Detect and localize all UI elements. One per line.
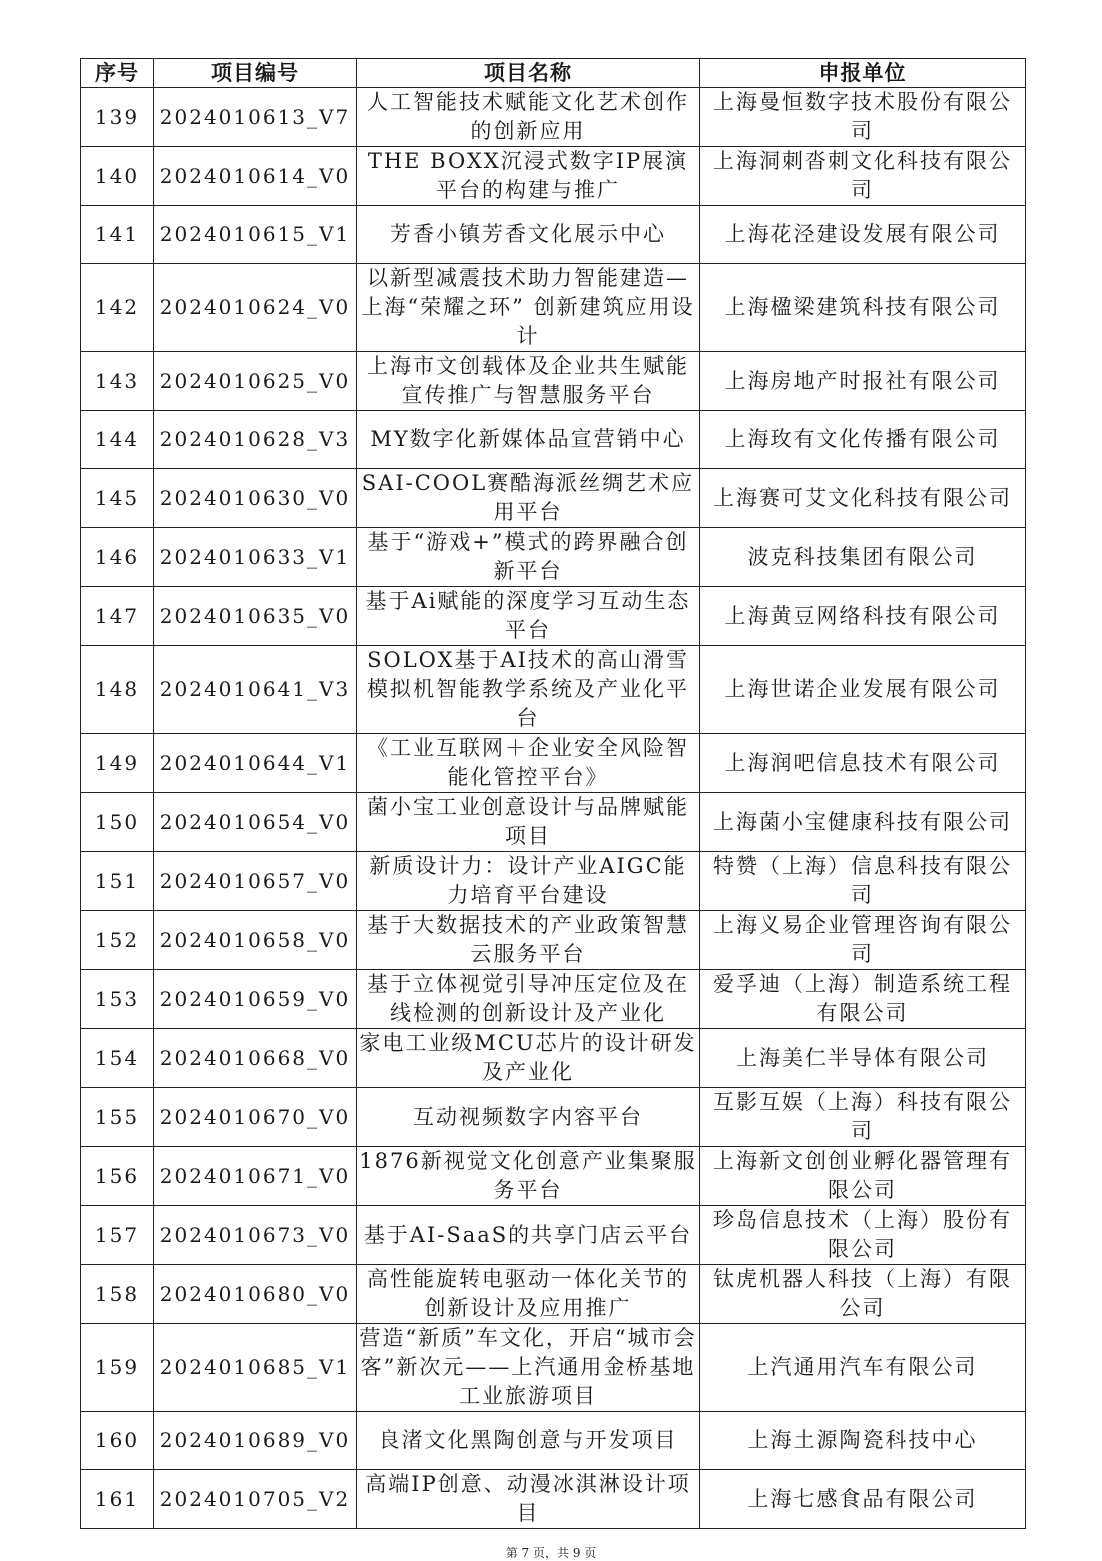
cell-project-code: 2024010680_V0 [154, 1265, 357, 1324]
table-body [81, 88, 1026, 1529]
table-row [81, 793, 1026, 852]
table-row [81, 1265, 1026, 1324]
cell-project-code: 2024010613_V7 [154, 88, 357, 147]
table-row [81, 528, 1026, 587]
table-row [81, 1088, 1026, 1147]
table-row [81, 264, 1026, 352]
table-row [81, 469, 1026, 528]
cell-seq: 151 [81, 852, 154, 911]
cell-seq: 139 [81, 88, 154, 147]
cell-project-code: 2024010625_V0 [154, 352, 357, 411]
cell-seq: 148 [81, 646, 154, 734]
cell-project-code: 2024010633_V1 [154, 528, 357, 587]
cell-project-name: 基于“游戏+”模式的跨界融合创新平台 [357, 528, 700, 587]
cell-project-code: 2024010657_V0 [154, 852, 357, 911]
header-seq: 序号 [81, 59, 154, 88]
cell-project-name: 芳香小镇芳香文化展示中心 [357, 206, 700, 264]
table-header-row [81, 59, 1026, 88]
table-row [81, 646, 1026, 734]
cell-project-code: 2024010705_V2 [154, 1470, 357, 1529]
cell-applicant: 上海七感食品有限公司 [700, 1470, 1026, 1529]
cell-project-code: 2024010624_V0 [154, 264, 357, 352]
cell-project-name: 高端IP创意、动漫冰淇淋设计项目 [357, 1470, 700, 1529]
cell-applicant: 上海赛可艾文化科技有限公司 [700, 469, 1026, 528]
header-project-name: 项目名称 [357, 59, 700, 88]
cell-applicant: 珍岛信息技术（上海）股份有限公司 [700, 1206, 1026, 1265]
cell-applicant: 上海土源陶瓷科技中心 [700, 1412, 1026, 1470]
cell-applicant: 上海美仁半导体有限公司 [700, 1029, 1026, 1088]
cell-applicant: 爱孚迪（上海）制造系统工程有限公司 [700, 970, 1026, 1029]
cell-project-name: MY数字化新媒体品宣营销中心 [357, 411, 700, 469]
cell-applicant: 互影互娱（上海）科技有限公司 [700, 1088, 1026, 1147]
project-table [80, 58, 1026, 1529]
cell-project-name: 菌小宝工业创意设计与品牌赋能项目 [357, 793, 700, 852]
cell-applicant: 上海黄豆网络科技有限公司 [700, 587, 1026, 646]
cell-project-code: 2024010685_V1 [154, 1324, 357, 1412]
cell-applicant: 上海世诺企业发展有限公司 [700, 646, 1026, 734]
cell-project-code: 2024010668_V0 [154, 1029, 357, 1088]
cell-project-code: 2024010628_V3 [154, 411, 357, 469]
cell-seq: 141 [81, 206, 154, 264]
cell-project-name: 基于AI-SaaS的共享门店云平台 [357, 1206, 700, 1265]
table-row [81, 1147, 1026, 1206]
cell-project-name: 良渚文化黑陶创意与开发项目 [357, 1412, 700, 1470]
cell-applicant: 上汽通用汽车有限公司 [700, 1324, 1026, 1412]
document-page [80, 58, 1025, 1529]
table-row [81, 1029, 1026, 1088]
cell-project-name: SAI-COOL赛酷海派丝绸艺术应用平台 [357, 469, 700, 528]
cell-applicant: 特赞（上海）信息科技有限公司 [700, 852, 1026, 911]
cell-seq: 149 [81, 734, 154, 793]
cell-seq: 146 [81, 528, 154, 587]
cell-seq: 153 [81, 970, 154, 1029]
table-row [81, 1412, 1026, 1470]
header-applicant: 申报单位 [700, 59, 1026, 88]
table-row [81, 970, 1026, 1029]
cell-project-name: 基于立体视觉引导冲压定位及在线检测的创新设计及产业化 [357, 970, 700, 1029]
cell-seq: 156 [81, 1147, 154, 1206]
cell-project-name: 家电工业级MCU芯片的设计研发及产业化 [357, 1029, 700, 1088]
cell-seq: 155 [81, 1088, 154, 1147]
cell-project-name: 以新型减震技术助力智能建造—上海“荣耀之环” 创新建筑应用设计 [357, 264, 700, 352]
cell-project-code: 2024010641_V3 [154, 646, 357, 734]
cell-project-code: 2024010673_V0 [154, 1206, 357, 1265]
cell-project-code: 2024010658_V0 [154, 911, 357, 970]
cell-applicant: 上海楹梁建筑科技有限公司 [700, 264, 1026, 352]
cell-seq: 150 [81, 793, 154, 852]
table-row [81, 411, 1026, 469]
table-row [81, 147, 1026, 206]
cell-project-code: 2024010659_V0 [154, 970, 357, 1029]
cell-project-name: THE BOXX沉浸式数字IP展演平台的构建与推广 [357, 147, 700, 206]
cell-project-name: 营造“新质”车文化，开启“城市会客”新次元——上汽通用金桥基地工业旅游项目 [357, 1324, 700, 1412]
header-project-code: 项目编号 [154, 59, 357, 88]
cell-applicant: 钛虎机器人科技（上海）有限公司 [700, 1265, 1026, 1324]
cell-seq: 161 [81, 1470, 154, 1529]
cell-seq: 154 [81, 1029, 154, 1088]
cell-applicant: 上海新文创创业孵化器管理有限公司 [700, 1147, 1026, 1206]
cell-project-name: 高性能旋转电驱动一体化关节的创新设计及应用推广 [357, 1265, 700, 1324]
cell-project-code: 2024010654_V0 [154, 793, 357, 852]
cell-seq: 157 [81, 1206, 154, 1265]
table-row [81, 88, 1026, 147]
cell-applicant: 上海房地产时报社有限公司 [700, 352, 1026, 411]
cell-applicant: 上海曼恒数字技术股份有限公司 [700, 88, 1026, 147]
cell-project-code: 2024010630_V0 [154, 469, 357, 528]
cell-seq: 144 [81, 411, 154, 469]
table-row [81, 734, 1026, 793]
cell-project-code: 2024010644_V1 [154, 734, 357, 793]
cell-seq: 142 [81, 264, 154, 352]
cell-seq: 145 [81, 469, 154, 528]
cell-project-name: SOLOX基于AI技术的高山滑雪模拟机智能教学系统及产业化平台 [357, 646, 700, 734]
cell-project-name: 上海市文创载体及企业共生赋能宣传推广与智慧服务平台 [357, 352, 700, 411]
cell-applicant: 上海玫有文化传播有限公司 [700, 411, 1026, 469]
cell-project-name: 1876新视觉文化创意产业集聚服务平台 [357, 1147, 700, 1206]
cell-seq: 147 [81, 587, 154, 646]
cell-project-name: 《工业互联网＋企业安全风险智能化管控平台》 [357, 734, 700, 793]
cell-project-name: 基于Ai赋能的深度学习互动生态平台 [357, 587, 700, 646]
cell-project-code: 2024010615_V1 [154, 206, 357, 264]
cell-applicant: 上海花泾建设发展有限公司 [700, 206, 1026, 264]
cell-project-code: 2024010689_V0 [154, 1412, 357, 1470]
table-row [81, 1470, 1026, 1529]
cell-seq: 143 [81, 352, 154, 411]
cell-applicant: 上海洞刺沓刺文化科技有限公司 [700, 147, 1026, 206]
cell-project-name: 互动视频数字内容平台 [357, 1088, 700, 1147]
cell-seq: 152 [81, 911, 154, 970]
page-footer: 第 7 页，共 9 页 [505, 1546, 597, 1560]
cell-seq: 158 [81, 1265, 154, 1324]
table-row [81, 1324, 1026, 1412]
table-row [81, 587, 1026, 646]
cell-applicant: 波克科技集团有限公司 [700, 528, 1026, 587]
cell-applicant: 上海润吧信息技术有限公司 [700, 734, 1026, 793]
cell-applicant: 上海菌小宝健康科技有限公司 [700, 793, 1026, 852]
cell-project-name: 基于大数据技术的产业政策智慧云服务平台 [357, 911, 700, 970]
cell-project-code: 2024010671_V0 [154, 1147, 357, 1206]
cell-seq: 160 [81, 1412, 154, 1470]
table-row [81, 852, 1026, 911]
table-row [81, 911, 1026, 970]
cell-seq: 140 [81, 147, 154, 206]
table-row [81, 1206, 1026, 1265]
cell-project-code: 2024010670_V0 [154, 1088, 357, 1147]
cell-applicant: 上海义易企业管理咨询有限公司 [700, 911, 1026, 970]
cell-project-code: 2024010635_V0 [154, 587, 357, 646]
cell-project-name: 人工智能技术赋能文化艺术创作的创新应用 [357, 88, 700, 147]
table-row [81, 206, 1026, 264]
cell-project-code: 2024010614_V0 [154, 147, 357, 206]
cell-seq: 159 [81, 1324, 154, 1412]
cell-project-name: 新质设计力：设计产业AIGC能力培育平台建设 [357, 852, 700, 911]
table-row [81, 352, 1026, 411]
